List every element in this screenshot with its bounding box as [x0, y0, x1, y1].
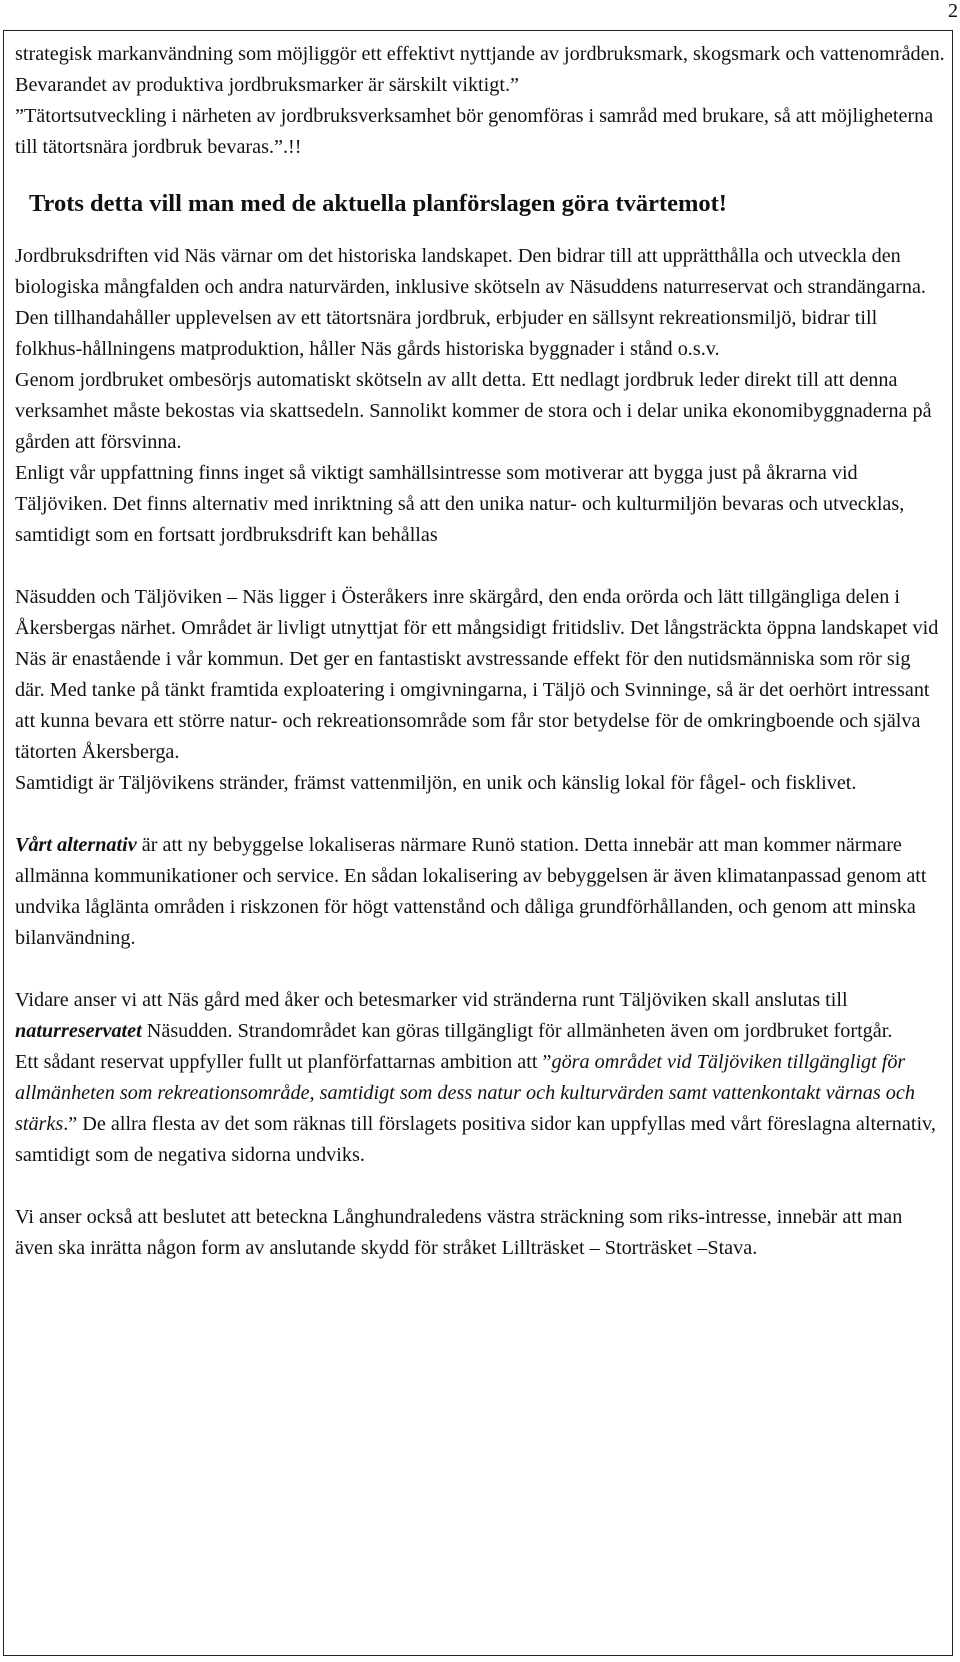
reservat-emphasis: naturreservatet [15, 1020, 142, 1042]
alternativ-paragraph [15, 830, 945, 954]
intro-paragraph-1: strategisk markanvändning som möjliggör ett effektivt nyttjande av jordbruksmark, skogsmark och vattenområden. Bevarandet av produktiva jordbruksmarker är särskilt viktigt.” [15, 43, 945, 96]
reservat-text-after: Näsudden. Strandområdet kan göras tillgängligt för allmänheten även om jordbruket fortgår. [141, 1020, 893, 1042]
intro-paragraph-2: ”Tätortsutveckling i närheten av jordbruksverksamhet bör genomföras i samråd med brukare, så att möjligheterna till tätortsnära jordbruk bevaras.”.!! [15, 105, 934, 158]
reservat2-text-after: .” De allra flesta av det som räknas till förslagets positiva sidor kan uppfyllas med vårt föreslagna alternativ, samtidigt som de negativa sidorna undviks. [15, 1113, 936, 1166]
reservat-paragraph-2 [15, 1047, 945, 1171]
jordbruk-paragraph-2: Genom jordbruket ombesörjs automatiskt skötseln av allt detta. Ett nedlagt jordbruk leder direkt till att denna verksamhet måste bekostas via skattsedeln. Sannolikt kommer de stora och i delar unika ekonomibyggnaderna på gården att försvinna. [15, 369, 932, 453]
reservat2-text-before: Ett sådant reservat uppfyller fullt ut planförfattarnas ambition att ” [15, 1051, 552, 1073]
nasudden-paragraph-2: Samtidigt är Täljövikens stränder, främst vattenmiljön, en unik och känslig lokal för fågel- och fisklivet. [15, 772, 857, 794]
alternativ-lead: Vårt alternativ [15, 834, 137, 856]
reservat2-quote: göra området vid Täljöviken tillgängligt för allmänheten som rekreationsområde, samtidigt som dess natur och kulturvärden samt vattenkontakt värnas och stärks [15, 1051, 915, 1135]
reservat-paragraph-1 [15, 985, 945, 1047]
langhundraleden-paragraph: Vi anser också att beslutet att beteckna Långhundraledens västra sträckning som riks-intresse, innebär att man även ska inrätta någon form av anslutande skydd för stråket Lillträsket – Storträsket –Stava. [15, 1206, 903, 1259]
document-body [15, 39, 945, 1264]
section-heading: Trots detta vill man med de aktuella planförslagen göra tvärtemot! [29, 190, 727, 217]
jordbruk-paragraph-3: Enligt vår uppfattning finns inget så viktigt samhällsintresse som motiverar att bygga just på åkrarna vid Täljöviken. Det finns alternativ med inriktning så att den unika natur- och kulturmiljön bevaras och utvecklas, samtidigt som en fortsatt jordbruksdrift kan behållas [15, 462, 905, 546]
reservat-text-before: Vidare anser vi att Näs gård med åker och betesmarker vid stränderna runt Täljöviken skall anslutas till [15, 989, 848, 1011]
page-number: 2 [948, 0, 958, 22]
alternativ-text: är att ny bebyggelse lokaliseras närmare Runö station. Detta innebär att man kommer närmare allmänna kommunikationer och service. En sådan lokalisering av bebyggelsen är även klimatanpassad genom att undvika låglänta områden i riskzonen för högt vattenstånd och dåliga grundförhållanden, och genom att minska bilanvändning. [15, 834, 927, 949]
jordbruk-paragraph-1: Jordbruksdriften vid Näs värnar om det historiska landskapet. Den bidrar till att upprätthålla och utveckla den biologiska mångfalden och andra naturvärden, inklusive skötseln av Näsuddens naturreservat och strandängarna. Den tillhandahåller upplevelsen av ett tätortsnära jordbruk, erbjuder en sällsynt rekreationsmiljö, bidrar till folkhus-hållningens matproduktion, håller Näs gårds historiska byggnader i stånd o.s.v. [15, 245, 926, 360]
nasudden-paragraph-1: Näsudden och Täljöviken – Näs ligger i Österåkers inre skärgård, den enda orörda och lätt tillgängliga delen i Åkersbergas närhet. Området är livligt utnyttjat för ett mångsidigt fritidsliv. Det långsträckta öppna landskapet vid Näs är enastående i vår kommun. Det ger en fantastiskt avstressande effekt för den nutidsmänniska som rör sig där. Med tanke på tänkt framtida exploatering i omgivningarna, i Täljö och Svinninge, så är det oerhört intressant att kunna bevara ett större natur- och rekreationsområde som får stor betydelse för de omkringboende och själva tätorten Åkersberga. [15, 586, 939, 763]
